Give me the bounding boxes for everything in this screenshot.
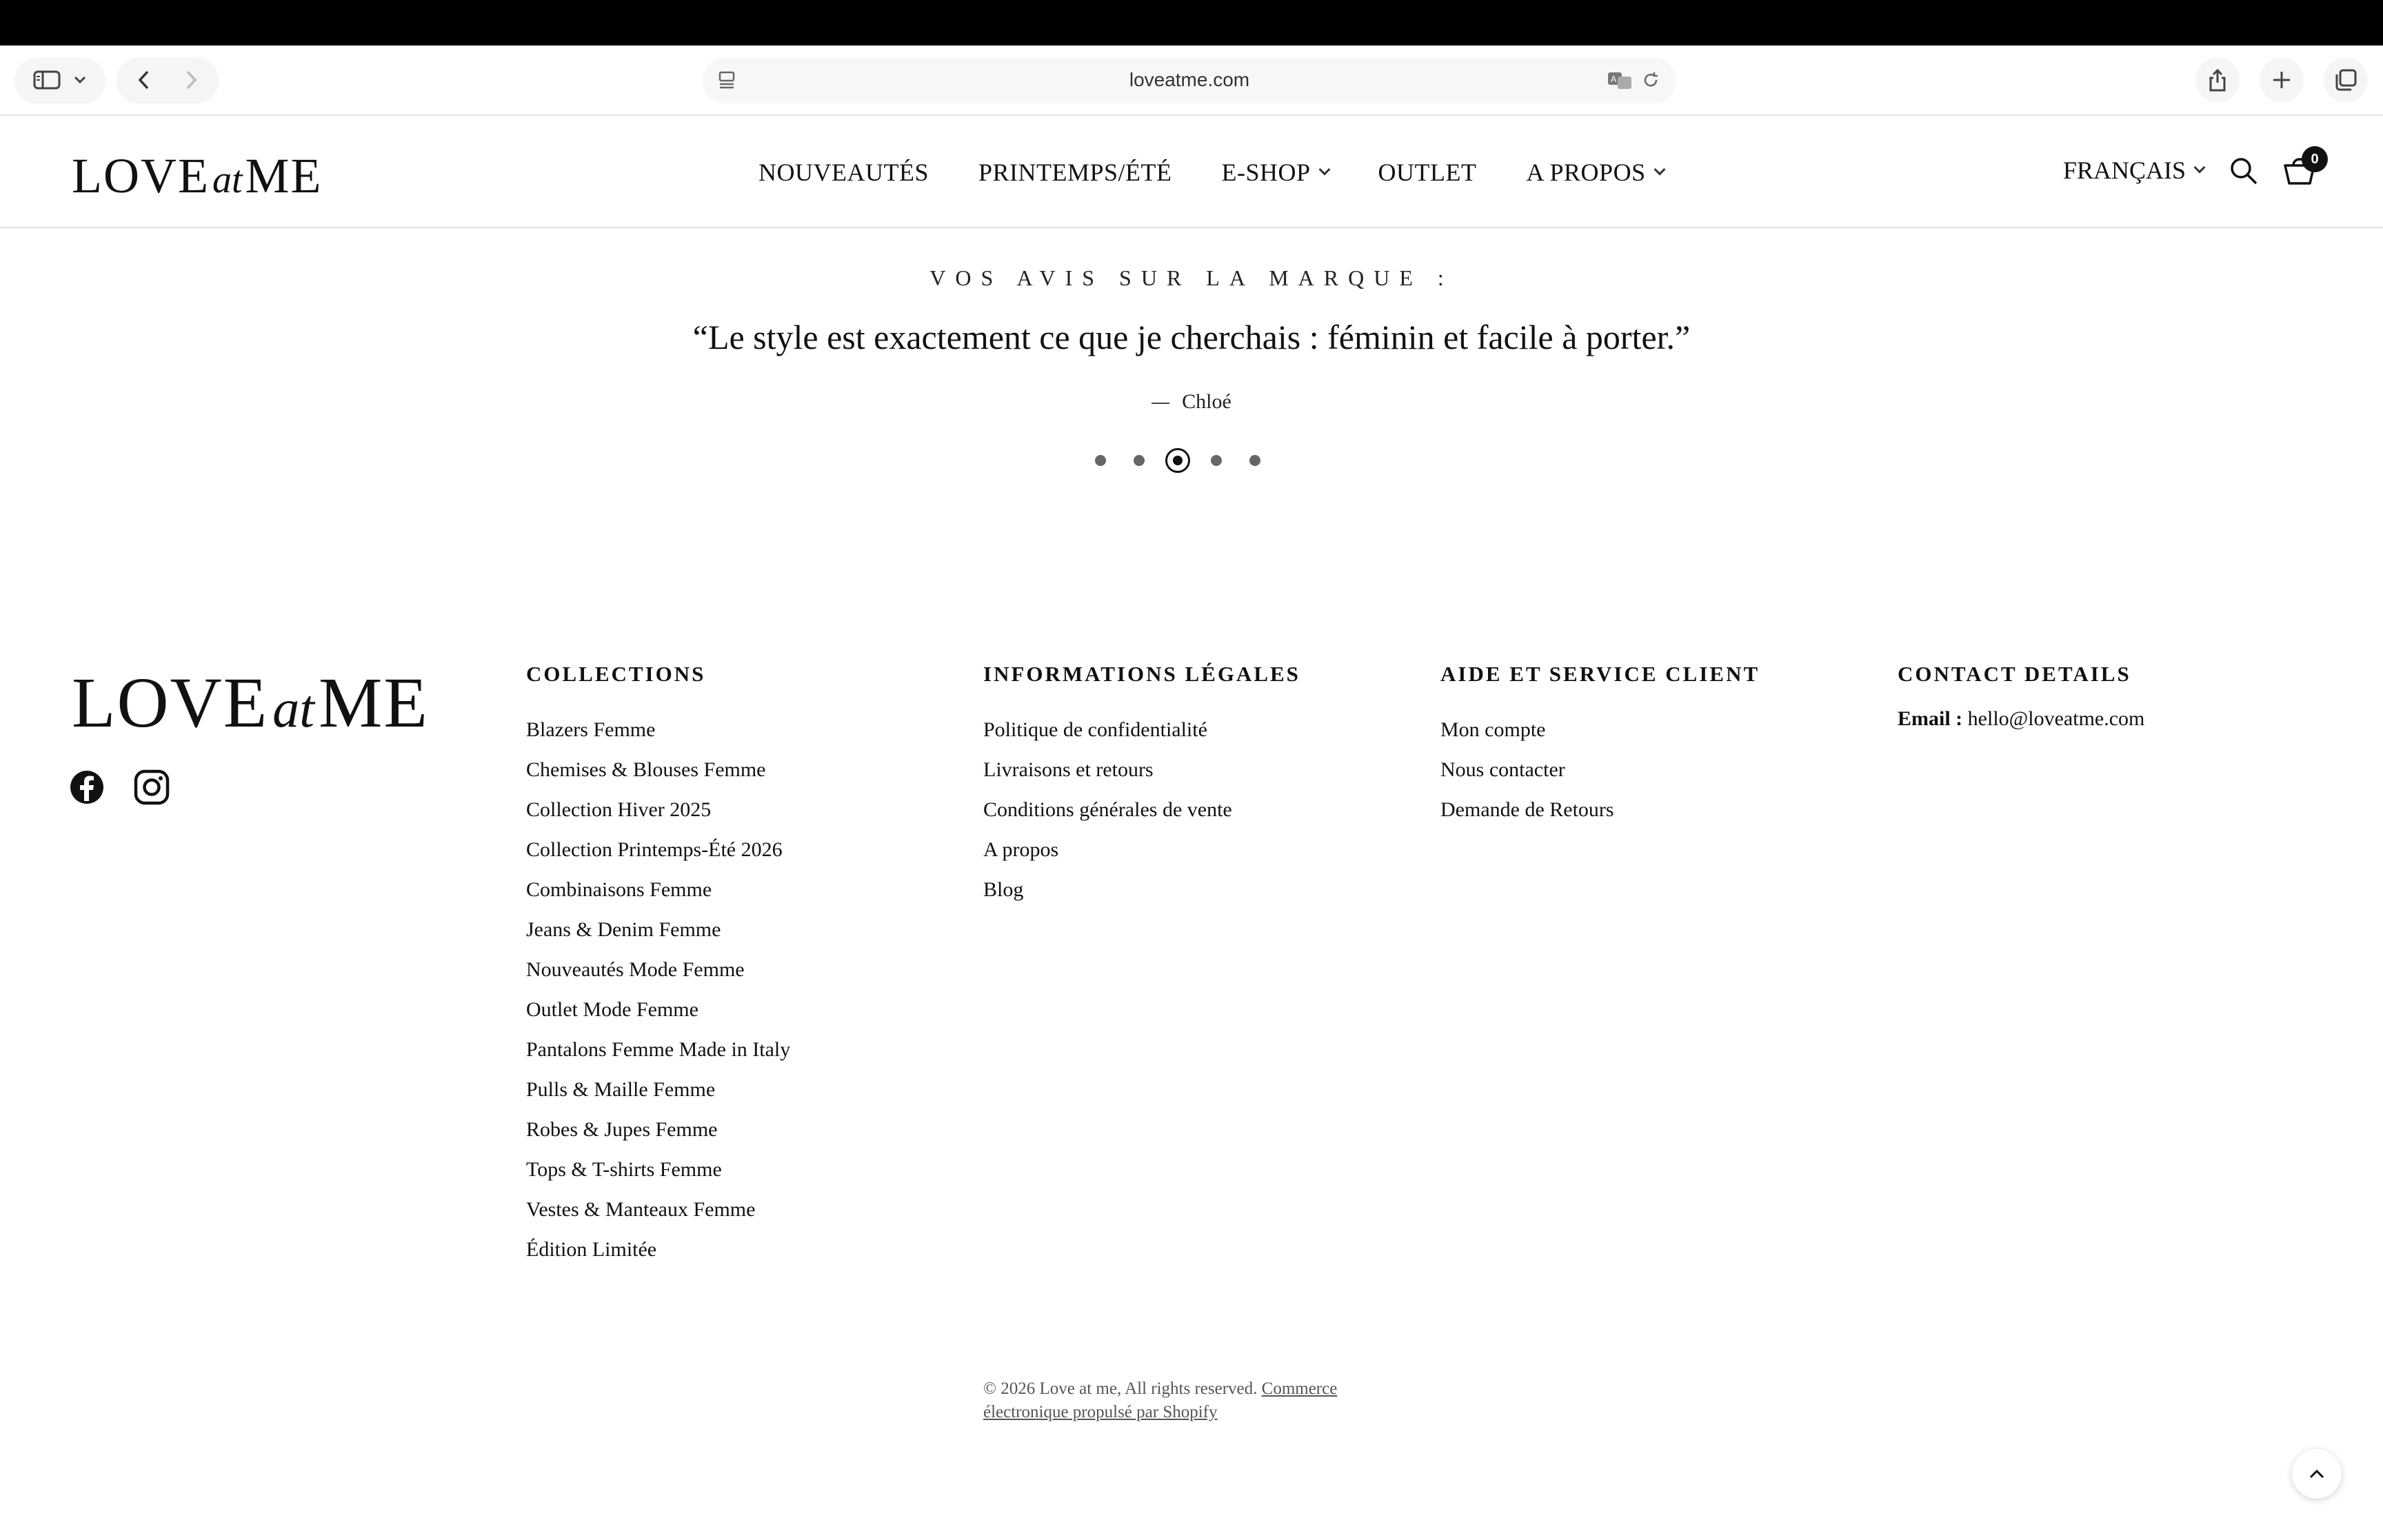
slider-pagination (1095, 455, 1260, 466)
tabs-icon (2334, 68, 2357, 92)
footer-link[interactable]: Blog (983, 878, 1024, 901)
shopify-link[interactable]: Commerce électronique propulsé par Shopify (983, 1379, 1338, 1421)
footer-link[interactable]: Demande de Retours (1440, 798, 1614, 821)
nav-item-e-shop[interactable] (1222, 158, 1329, 187)
history-nav-group (117, 58, 218, 102)
logo-text-at: at (212, 159, 243, 201)
footer-link[interactable]: Blazers Femme (526, 718, 656, 741)
share-button[interactable] (2195, 58, 2240, 102)
logo-text-at: at (272, 678, 314, 738)
chevron-down-icon (2194, 162, 2206, 174)
forward-arrow-icon[interactable] (183, 69, 199, 91)
facebook-icon[interactable] (69, 769, 105, 805)
footer-link[interactable]: Nous contacter (1440, 758, 1565, 781)
footer-link[interactable]: Chemises & Blouses Femme (526, 758, 766, 781)
nav-label: PRINTEMPS/ÉTÉ (978, 158, 1172, 186)
footer-link[interactable]: Livraisons et retours (983, 758, 1154, 781)
svg-text:A: A (1611, 74, 1617, 84)
slider-dot[interactable] (1211, 455, 1222, 466)
brand-logo[interactable] (72, 148, 323, 205)
active-dot-center (1173, 456, 1183, 465)
logo-text-love: LOVE (72, 663, 269, 742)
footer-link[interactable]: Combinaisons Femme (526, 878, 712, 901)
copyright (983, 1377, 1369, 1424)
search-icon[interactable] (2229, 156, 2259, 186)
testimonial-heading: VOS AVIS SUR LA MARQUE : (929, 265, 1454, 290)
logo-text-me: ME (245, 148, 323, 203)
chevron-down-icon (1653, 163, 1665, 175)
footer-col-title: CONTACT DETAILS (1898, 662, 2131, 686)
footer-link[interactable]: Collection Hiver 2025 (526, 798, 712, 821)
footer-link[interactable]: Collection Printemps-Été 2026 (526, 838, 783, 861)
footer-col-legal (983, 662, 1411, 910)
footer-link[interactable]: Édition Limitée (526, 1238, 657, 1261)
footer-link[interactable]: Tops & T-shirts Femme (526, 1158, 722, 1181)
back-to-top-button[interactable] (2292, 1449, 2342, 1499)
browser-toolbar (0, 45, 2383, 116)
footer-col-contact (1898, 662, 2311, 731)
logo-text-love: LOVE (72, 148, 210, 203)
em-dash (1152, 403, 1169, 404)
language-selector[interactable] (2063, 156, 2204, 185)
author-name: Chloé (1182, 390, 1231, 413)
new-tab-button[interactable] (2260, 58, 2304, 102)
logo-text-me: ME (318, 663, 429, 742)
share-icon (2207, 68, 2228, 92)
footer-link[interactable]: Mon compte (1440, 718, 1546, 741)
email-label: Email : (1898, 707, 1963, 730)
address-bar[interactable] (703, 58, 1676, 102)
back-arrow-icon[interactable] (137, 69, 152, 91)
chevron-down-icon[interactable] (73, 75, 87, 85)
footer-link[interactable]: Politique de confidentialité (983, 718, 1207, 741)
tab-overview-button[interactable] (2324, 58, 2368, 102)
footer-col-title: INFORMATIONS LÉGALES (983, 662, 1300, 686)
footer-link[interactable]: Conditions générales de vente (983, 798, 1232, 821)
nav-label: NOUVEAUTÉS (758, 158, 929, 186)
browser-actions (2195, 58, 2368, 102)
language-label: FRANÇAIS (2063, 156, 2186, 184)
slider-dot-active[interactable] (1165, 448, 1190, 473)
url-text[interactable]: loveatme.com (1129, 69, 1250, 90)
footer-col-customer-service (1440, 662, 1868, 830)
cart-count-badge: 0 (2302, 146, 2328, 172)
footer-link[interactable]: Nouveautés Mode Femme (526, 958, 745, 981)
nav-item-nouveautes[interactable] (758, 158, 929, 187)
footer-link[interactable]: Outlet Mode Femme (526, 998, 698, 1021)
footer-col-title: AIDE ET SERVICE CLIENT (1440, 662, 1760, 686)
instagram-icon[interactable] (134, 769, 170, 805)
testimonial-author (0, 390, 2383, 414)
footer-link[interactable]: Vestes & Manteaux Femme (526, 1198, 756, 1221)
testimonial-quote: “Le style est exactement ce que je cherchais : féminin et facile à porter.” (692, 318, 1691, 356)
chevron-down-icon (1318, 163, 1330, 175)
footer-link[interactable]: A propos (983, 838, 1059, 861)
slider-dot[interactable] (1134, 455, 1145, 466)
footer-logo[interactable] (72, 662, 429, 744)
main-nav (758, 116, 1664, 228)
sidebar-icon[interactable] (33, 70, 61, 90)
slider-dot[interactable] (1249, 455, 1260, 466)
nav-label: OUTLET (1378, 158, 1477, 186)
os-top-bar (0, 0, 2383, 45)
email-link[interactable]: hello@loveatme.com (1967, 707, 2145, 730)
footer-link[interactable]: Pantalons Femme Made in Italy (526, 1038, 791, 1061)
slider-dot[interactable] (1095, 455, 1106, 466)
footer-col-title: COLLECTIONS (526, 662, 706, 686)
copyright-text: © 2026 Love at me, All rights reserved. (983, 1379, 1258, 1398)
site-header (0, 116, 2383, 228)
translate-icon[interactable] (1607, 70, 1634, 90)
chevron-up-icon (2308, 1468, 2326, 1480)
contact-email (1898, 707, 2311, 731)
footer-link[interactable]: Robes & Jupes Femme (526, 1118, 718, 1141)
footer-link[interactable]: Jeans & Denim Femme (526, 918, 721, 941)
reload-icon[interactable] (1641, 70, 1660, 90)
sidebar-toggle-group[interactable] (15, 58, 105, 102)
nav-label: A PROPOS (1526, 158, 1646, 186)
footer-link[interactable]: Pulls & Maille Femme (526, 1078, 716, 1101)
footer-col-collections (526, 662, 954, 1270)
nav-label: E-SHOP (1221, 158, 1311, 186)
nav-item-printemps-ete[interactable] (978, 158, 1172, 187)
nav-item-a-propos[interactable] (1527, 158, 1664, 187)
nav-item-outlet[interactable] (1378, 158, 1477, 187)
plus-icon (2271, 70, 2292, 90)
